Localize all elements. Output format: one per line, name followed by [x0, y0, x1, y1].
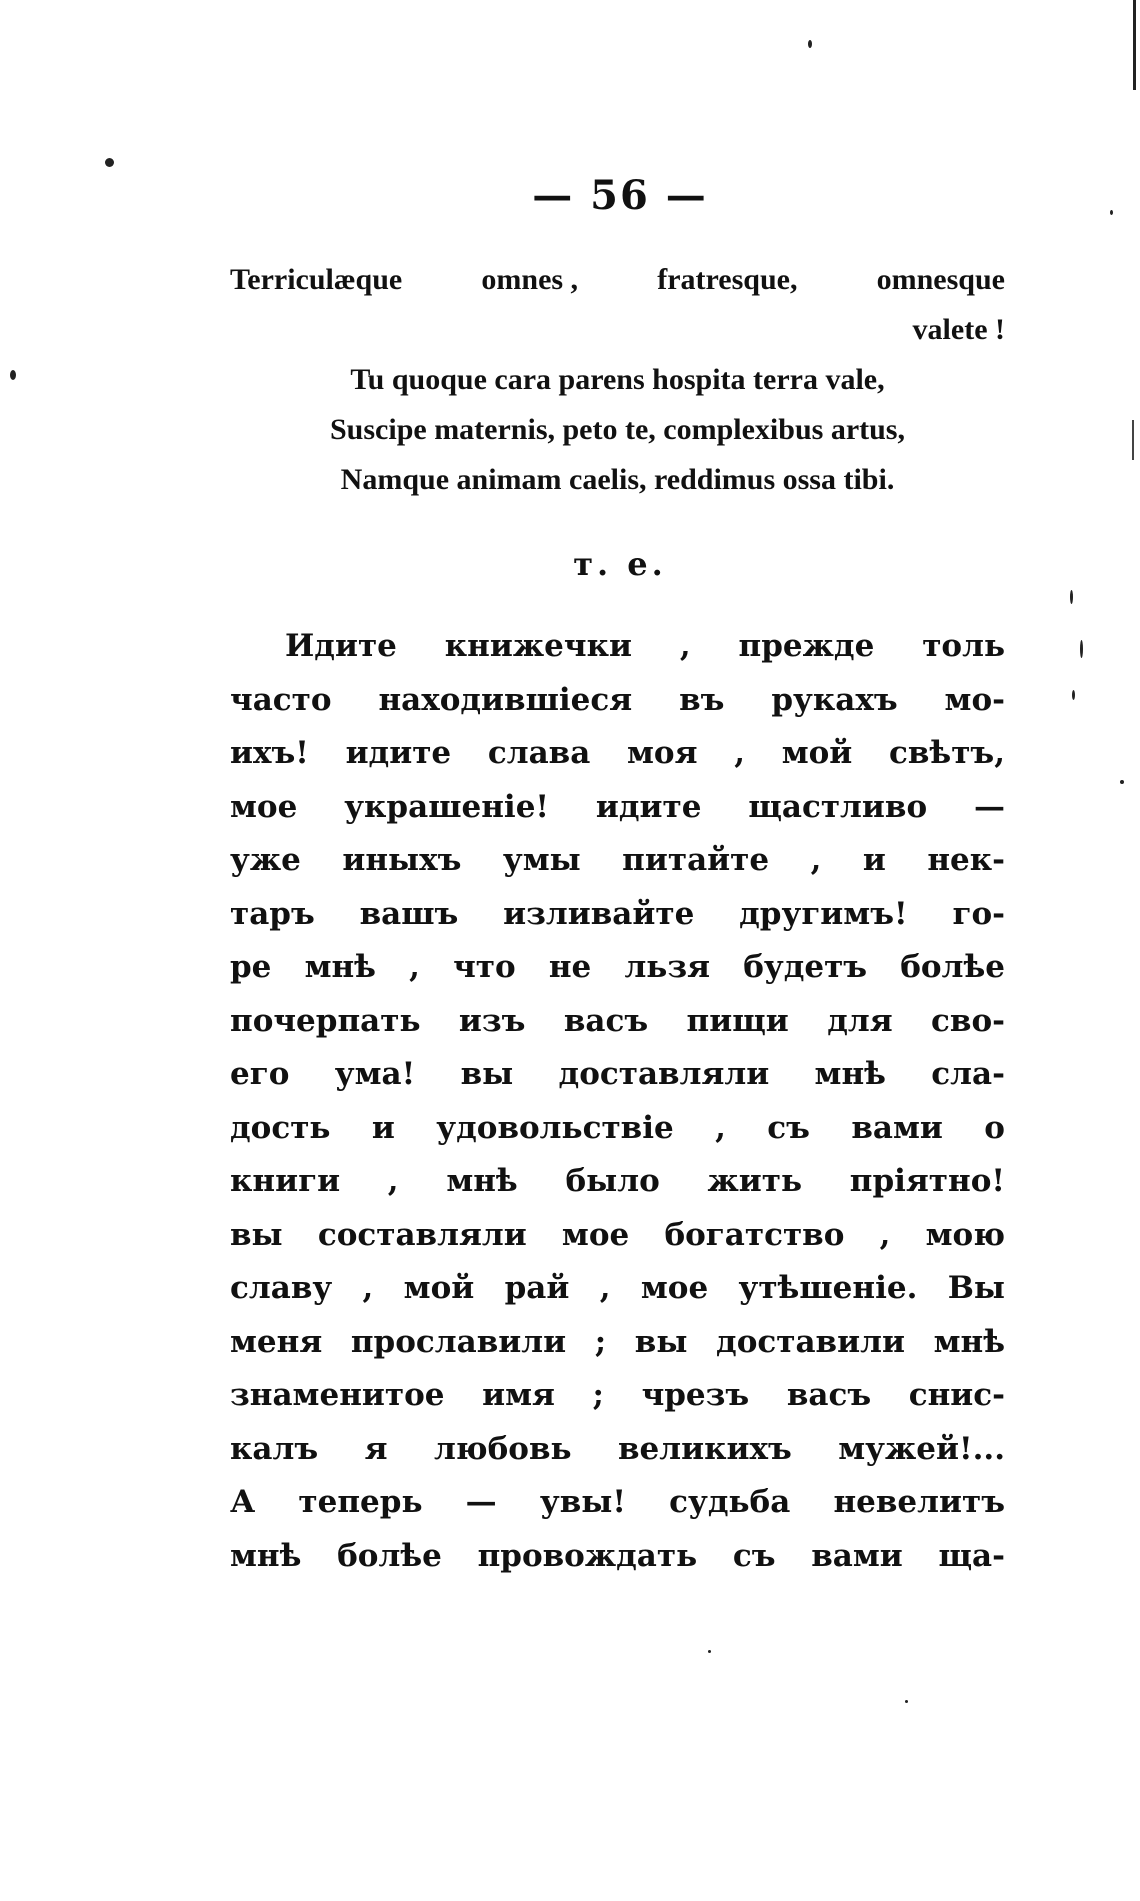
ink-speck	[10, 370, 16, 380]
verse-line-4: Suscipe maternis, peto te, complexibus artus,	[330, 413, 905, 446]
text-line: почерпать изъ васъ пищи для сво-	[230, 1002, 1005, 1039]
verse-line-2: valete !	[912, 313, 1005, 346]
page-edge-mark	[1132, 420, 1134, 460]
text-line: вы составляли мое богатство , мою	[230, 1216, 1005, 1253]
text-line: мнѣ болѣе провождать съ вами ща-	[230, 1537, 1005, 1574]
text-line: дость и удовольствіе , съ вами о	[230, 1109, 1005, 1146]
ink-speck	[1110, 210, 1113, 215]
ink-speck	[105, 158, 114, 167]
text-line: ре мнѣ , что не льзя будетъ болѣе	[230, 949, 1005, 985]
latin-verse	[230, 255, 1005, 505]
verse-word: Terriculæque	[230, 263, 403, 296]
ink-speck	[808, 40, 812, 48]
text-line: меня прославили ; вы доставили мнѣ	[230, 1323, 1005, 1360]
verse-word: omnesque	[876, 263, 1005, 296]
ink-speck	[1072, 690, 1075, 700]
verse-line-1	[230, 255, 1005, 305]
verse-word: fratresque,	[657, 263, 798, 296]
text-line: книги , мнѣ было жить пріятно!	[230, 1163, 1005, 1199]
ink-speck	[708, 1650, 711, 1653]
text-line: таръ вашъ изливайте другимъ! го-	[230, 895, 1005, 932]
text-line: его ума! вы доставляли мнѣ сла-	[230, 1056, 1005, 1092]
signature-initials: т. е.	[573, 545, 667, 583]
text-line: знаменитое имя ; чрезъ васъ снис-	[230, 1377, 1005, 1413]
text-line: мое украшеніе! идите щастливо —	[230, 788, 1005, 825]
page-edge-mark	[1133, 0, 1136, 90]
text-line: калъ я любовь великихъ мужей!...	[230, 1430, 1005, 1467]
verse-word: omnes ,	[481, 263, 579, 296]
page-number: — 56 —	[532, 172, 708, 219]
text-line: часто находившіеся въ рукахъ мо-	[230, 681, 1005, 718]
text-line: А теперь — увы! судьба невелитъ	[230, 1484, 1005, 1520]
verse-line-3: Tu quoque cara parens hospita terra vale,	[350, 363, 885, 396]
text-line: славу , мой рай , мое утѣшеніе. Вы	[230, 1270, 1005, 1306]
text-line: уже иныхъ умы питайте , и нек-	[230, 842, 1005, 878]
text-line: Идите книжечки , прежде толь	[285, 628, 1005, 664]
ink-speck	[1070, 590, 1073, 604]
body-paragraph	[230, 620, 1005, 1583]
ink-speck	[905, 1700, 908, 1703]
ink-speck	[1080, 640, 1083, 658]
ink-speck	[1120, 780, 1124, 784]
text-line: ихъ! идите слава моя , мой свѣтъ,	[230, 735, 1005, 771]
verse-line-5: Namque animam caelis, reddimus ossa tibi.	[340, 463, 895, 496]
